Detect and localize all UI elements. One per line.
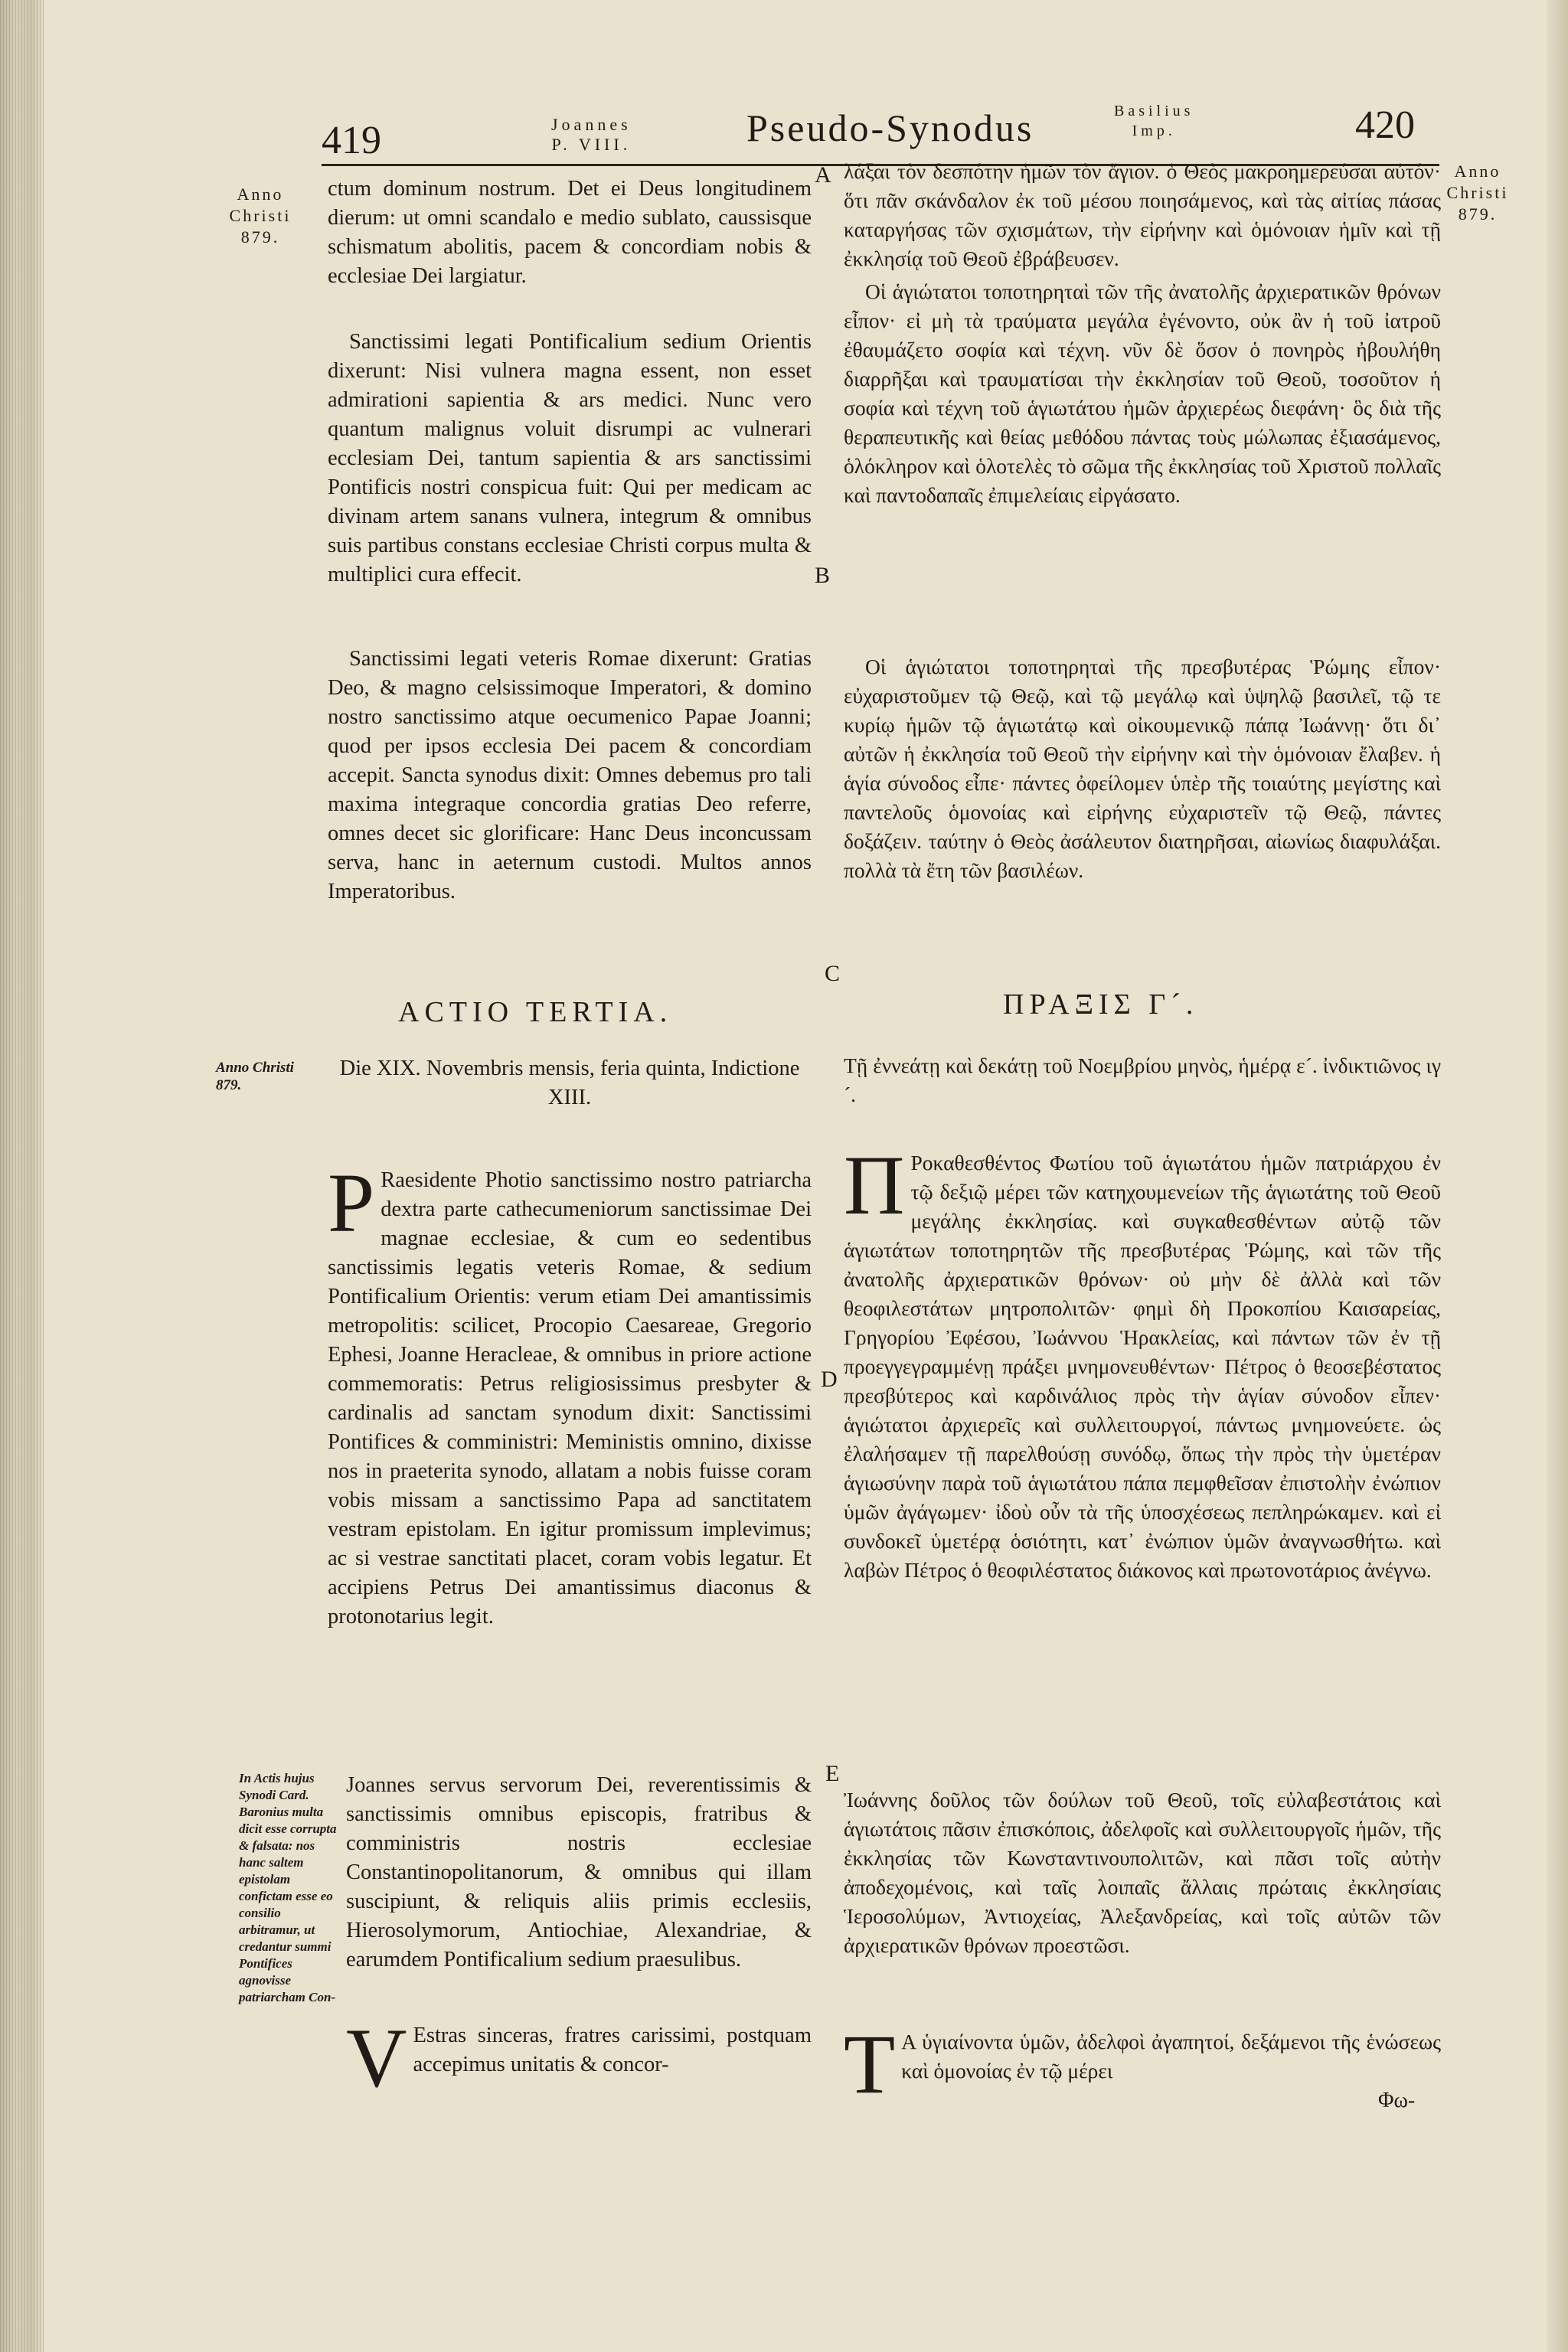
margin-anno-left: Anno Christi 879. [229, 185, 292, 247]
latin-drop-cap-p: P [328, 1156, 375, 1250]
latin-paragraph-4: P Raesidente Photio sanctissimo nostro patriarcha dextra parte cathecumeniorum sanctissimae Dei magnae ecclesiae, & cum eo sedentibus sanctissimis legatis veteris Romae, & sedium Pontificalium Orientis: verum etiam Dei amantissimis metropolitis: scilicet, Procopio Caesareae, Gregorio Ephesi, Joanne Heracleae, & omnibus in priore actione commemoratis: Petrus religiosissimus presbyter & cardinalis ad sanctam synodum dixit: Sanctissimi Pontifices & comministri: Meministis omnino, dixisse nos in praeterita synodo, allatam a nobis fuisse coram vobis missam a sanctissimo Papa ad sanctitatem vestram epistolam. En igitur promissum implevimus; ac si vestrae sanctitati placet, coram vobis legatur. Et accipiens Petrus Dei amantissimus diaconus & protonotarius legit. [328, 1156, 812, 1628]
right-header-label-2: Imp. [1132, 122, 1176, 139]
greek-date-line: Τῇ ἐννεάτῃ καὶ δεκάτῃ τοῦ Νοεμβρίου μηνὸς, ἡμέρᾳ ε´. ἰνδικτιῶνος ιγ´. [844, 1054, 1441, 1106]
latin-paragraph-6: V Estras sinceras, fratres carissimi, postquam accepimus unitatis & concor- [346, 2011, 812, 2105]
greek-drop-cap-tau: Τ [844, 2017, 896, 2111]
latin-drop-cap-v: V [346, 2011, 407, 2105]
left-page-number: 419 [322, 119, 381, 162]
section-letter-b: B [815, 563, 831, 588]
greek-paragraph-6: Τ Α ὑγιαίνοντα ὑμῶν, ἀδελφοὶ ἀγαπητοί, δεξάμενοι τῆς ἑνώσεως καὶ ὁμονοίας ἐν τῷ μέρει [844, 2017, 1441, 2111]
margin-anno-left-2: Anno Christi 879. [216, 1060, 294, 1093]
section-letter-e: E [825, 1761, 840, 1786]
latin-section-heading: ACTIO TERTIA. [398, 996, 673, 1028]
greek-paragraph-2: Οἱ ἁγιώτατοι τοποτηρηταὶ τῶν τῆς ἀνατολῆς ἀρχιερατικῶν θρόνων εἶπον· εἰ μὴ τὰ τραύματα μεγάλα ἐγένοντο, οὐκ ἂν ἡ τοῦ ἰατροῦ ἐθαυμάζετο σοφία καὶ τέχνη. νῦν δὲ ὅσον ὁ πονηρὸς ἠβουλήθη διαρρῆξαι καὶ τραυματίσαι τὴν ἐκκλησίαν τοῦ Θεοῦ, τοσοῦτον ἡ σοφία καὶ τέχνη τοῦ ἁγιωτάτου ἡμῶν ἀρχιερέως διεφάνη· ὃς διὰ τῆς θεραπευτικῆς καὶ θείας μεθόδου πάντας τοὺς μώλωπας ἐξιασάμενος, ὁλόκληρον καὶ ὁλοτελὲς τὸ σῶμα τῆς ἐκκλησίας τοῦ Χριστοῦ πολλαῖς καὶ παντοδαπαῖς ἐπιμελείαις εἰργάσατο. [844, 279, 1441, 507]
right-header-label [1114, 101, 1194, 141]
greek-drop-cap-pi: Π [844, 1138, 905, 1232]
latin-paragraph-5: Joannes servus servorum Dei, reverentissimis & sanctissimis omnibus episcopis, fratribus & comministris nostris ecclesiae Constantinopolitanorum, & omnibus qui illam suscipiunt, & reliquis aliis primis ecclesiis, Hierosolymorum, Antiochiae, Alexandriae, & earumdem Pontificalium sedium praesulibus. [346, 1773, 812, 1971]
left-header-label-1: Joannes [551, 115, 632, 134]
right-page-number: 420 [1355, 103, 1415, 147]
latin-paragraph-3: Sanctissimi legati veteris Romae dixerunt: Gratias Deo, & magno celsissimoque Imperatori, & domino nostro sanctissimo atque oecumenico Papae Joanni; quod per ipsos ecclesia Dei pacem & concordiam accepit. Sancta synodus dixit: Omnes debemus pro tali maxima integraque concordia gratias Deo referre, omnes decet sic glorificare: Hanc Deus inconcussam serva, hanc in aeternum custodi. Multos annos Imperatoribus. [328, 647, 812, 903]
header-title: Pseudo-Synodus [746, 106, 1034, 149]
greek-paragraph-1: λάξαι τὸν δεσπότην ἡμῶν τὸν ἅγιον. ὁ Θεὸς μακροημερεύσαι αὐτόν· ὅτι πᾶν σκάνδαλον ἐκ τοῦ μέσου ποιησάμενος, καὶ τὰς αἰτίας πάσας καταργήσας τῶν σχισμάτων, τὴν εἰρήνην καὶ ὁμόνοιαν ἡμῖν καὶ τῇ ἐκκλησίᾳ τοῦ Θεοῦ ἐβράβευσεν. [844, 159, 1441, 270]
greek-paragraph-4: Π Ροκαθεσθέντος Φωτίου τοῦ ἁγιωτάτου ἡμῶν πατριάρχου ἐν τῷ δεξιῷ μέρει τῶν κατηχουμενείων τῆς ἁγιωτάτης τοῦ Θεοῦ μεγάλης ἐκκλησίας. καὶ συγκαθεσθέντων αὐτῷ τῶν ἁγιωτάτων τοποτηρητῶν τῆς πρεσβυτέρας Ῥώμης, καὶ τῶν τῆς ἀνατολῆς ἀρχιερατικῶν θρόνων· οὐ μὴν δὲ ἀλλὰ καὶ τῶν θεοφιλεστάτων μητροπολιτῶν· φημὶ δὴ Προκοπίου Καισαρείας, Γρηγορίου Ἐφέσου, Ἰωάννου Ἡρακλείας, καὶ πάντων τῶν ἐν τῇ προεγγεγραμμένῃ πράξει μνημονευθέντων· Πέτρος ὁ θεοσεβέστατος πρεσβύτερος καὶ καρδινάλιος πρὸς τὴν ἁγίαν σύνοδον εἶπεν· ἁγιώτατοι ἀρχιερεῖς καὶ συλλειτουργοί, πάντως μνημονεύετε. ὡς ἐλαλήσαμεν τῇ παρελθούσῃ συνόδῳ, ὅπως τὴν πρὸς τὴν ὑμετέραν ἁγιωσύνην παρὰ τοῦ ἁγιωτάτου πάπα πεμφθεῖσαν ἐπιστολὴν ἐνώπιον ὑμῶν ἀγάγωμεν· ἰδοὺ οὖν τὰ τῆς ὑποσχέσεως πεπληρώκαμεν. καὶ εἰ συνδοκεῖ ὑμετέρᾳ ὁσιότητι, κατ᾽ ἐνώπιον ὑμῶν ἀναγνωσθήτω. καὶ λαβὼν Πέτρος ὁ θεοφιλέστατος διάκονος καὶ πρωτονοτάριος ἀνέγνω. [844, 1138, 1441, 1582]
greek-section-heading: ΠΡΑΞΙΣ Γ´. [1003, 988, 1199, 1021]
section-letter-d: D [821, 1367, 838, 1392]
greek-catchword: Φω- [1378, 2089, 1416, 2112]
greek-paragraph-3: Οἱ ἁγιώτατοι τοποτηρηταὶ τῆς πρεσβυτέρας Ῥώμης εἶπον· εὐχαριστοῦμεν τῷ Θεῷ, καὶ τῷ μεγάλῳ καὶ ὑψηλῷ βασιλεῖ, τῷ τε κυρίῳ ἡμῶν τῷ ἁγιωτάτῳ καὶ οἰκουμενικῷ πάπᾳ Ἰωάννῃ· ὅτι δι᾽ αὐτῶν ἡ ἐκκλησία τοῦ Θεοῦ τὴν εἰρήνην καὶ τὴν ὁμόνοιαν ἔλαβεν. ἡ ἁγία σύνοδος εἶπε· πάντες ὀφείλομεν ὑπὲρ τῆς τοιαύτης μεγίστης καὶ παντελοῦς ὁμονοίας καὶ εἰρήνης εὐχαριστεῖν τῷ Θεῷ, πάντες δοξάζειν. ταύτην ὁ Θεὸς ἀσάλευτον διατηρῆσαι, αἰωνίως διαφυλάξαι. πολλὰ τὰ ἔτη τῶν βασιλέων. [844, 655, 1441, 882]
latin-paragraph-2: Sanctissimi legati Pontificalium sedium Orientis dixerunt: Nisi vulnera magna essent, non esset admirationi sapientia & ars medici. Nunc vero quantum malignus voluit disrumpi ac vulnerari ecclesiam Dei, tantum sapientia & ars sanctissimi Pontificis nostri conspicua fuit: Qui per medicam ac divinam artem sanans vulnera, integrum & omnibus suis partibus constans ecclesiae Christi corpus multa & multiplici cura effecit. [328, 330, 812, 586]
right-header-label-1: Basilius [1114, 103, 1194, 119]
left-header-label-2: P. VIII. [551, 135, 632, 154]
section-letter-a: A [815, 162, 831, 188]
left-header-label [551, 115, 632, 155]
book-gutter [1547, 0, 1568, 2352]
margin-anno-right: Anno Christi 879. [1446, 162, 1509, 224]
section-letter-c: C [825, 961, 841, 986]
greek-paragraph-5: Ἰωάννης δοῦλος τῶν δούλων τοῦ Θεοῦ, τοῖς εὐλαβεστάτοις καὶ ἁγιωτάτοις πᾶσιν ἐπισκόποις, ἀδελφοῖς καὶ συλλειτουργοῖς ἡμῶν, τῆς ἐκκλησίας τῶν Κωνσταντινουπολιτῶν, καὶ πᾶσι τοῖς αὐτὴν ἀποδεχομένοις, καὶ ταῖς λοιπαῖς ἄλλαις πρώταις ἐκκλησίαις Ἱεροσολύμων, Ἀντιοχείας, Ἀλεξανδρείας, καὶ τοῖς αὐτῶν τῶν ἀρχιερατικῶν θρόνων προεστῶσι. [844, 1788, 1441, 1957]
margin-side-note: In Actis hujus Synodi Card. Baronius multa dicit esse corrupta & falsata: nos hanc saltem epistolam confictam esse eo consilio arbitramur, ut credantur summi Pontifices agnovisse patriarcham Con- [239, 1771, 337, 2004]
latin-paragraph-1: ctum dominum nostrum. Det ei Deus longitudinem dierum: ut omni scandalo e medio sublato, caussisque schismatum abolitis, pacem & concordiam nobis & ecclesiae Dei largiatur. [328, 177, 812, 288]
book-page-edge [0, 0, 44, 2352]
latin-date-line: Die XIX. Novembris mensis, feria quinta, Indictione XIII. [339, 1057, 800, 1109]
